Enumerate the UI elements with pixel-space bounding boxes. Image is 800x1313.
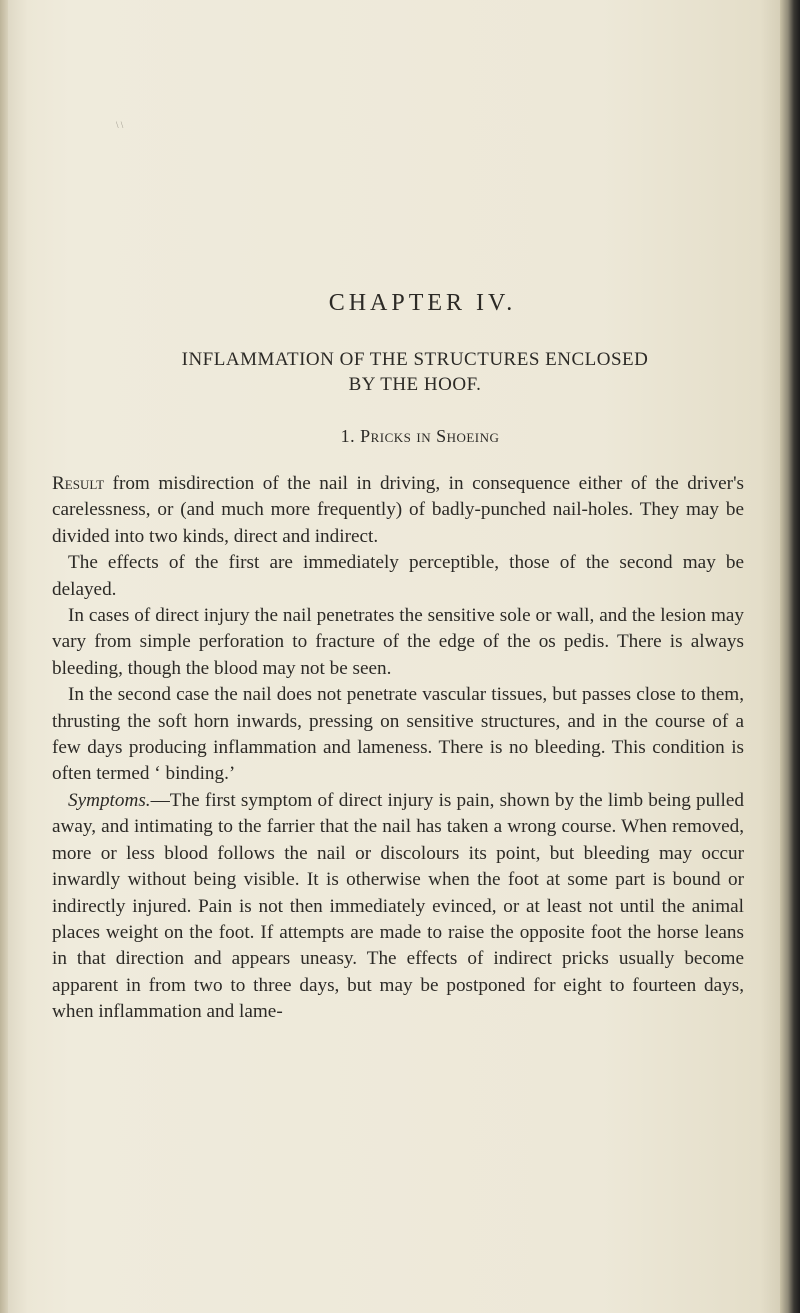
corner-marks: \ \ xyxy=(116,120,124,130)
paragraph-text: In cases of direct injury the nail penetrates the sensitive sole or wall, and the lesion may vary from simple perforation to fracture of the edge of the os pedis. There is always bleeding, though the blood may not be seen. xyxy=(52,605,744,679)
book-binding-shadow xyxy=(780,0,800,1313)
paragraph-3 xyxy=(52,603,744,682)
paragraph-5 xyxy=(52,788,744,1026)
paragraph-lead-word: Result xyxy=(52,473,105,494)
paragraph-2 xyxy=(52,550,744,603)
page-left-edge xyxy=(0,0,8,1313)
paragraph-1 xyxy=(52,471,744,550)
section-heading-line-1: INFLAMMATION OF THE STRUCTURES ENCLOSED xyxy=(181,349,649,370)
paragraph-4 xyxy=(52,682,744,788)
paragraph-text: The effects of the first are immediately perceptible, those of the second may be delayed. xyxy=(52,552,744,600)
section-heading xyxy=(0,347,800,397)
paragraph-text: from misdirection of the nail in driving, in consequence either of the driver's carelessness, or (and much more frequently) of badly-punched nail-holes. They may be divided into two kinds, direct and indirect. xyxy=(52,473,744,547)
paragraph-text: —The first symptom of direct injury is pain, shown by the limb being pulled away, and intimating to the farrier that the nail has taken a wrong course. When removed, more or less blood follows the nail or discolours its point, but bleeding may occur inwardly without being visible. It is otherwise when the foot at some part is bound or indirectly injured. Pain is not then immediately evinced, or at least not until the animal places weight on the foot. If attempts are made to raise the opposite foot the horse leans in that direction and appears uneasy. The effects of indirect pricks usually become apparent in from two to three days, but may be postponed for eight to fourteen days, when inflammation and lame- xyxy=(52,789,744,1023)
section-heading-line-2: BY THE HOOF. xyxy=(348,374,482,395)
paragraph-text: In the second case the nail does not penetrate vascular tissues, but passes close to them, thrusting the soft horn inwards, pressing on sensitive structures, and in the course of a few days producing inflammation and lameness. There is no bleeding. This condition is often termed ‘ binding.’ xyxy=(52,684,744,785)
symptoms-heading: Symptoms. xyxy=(68,789,151,811)
subsection-heading: 1. Pricks in Shoeing xyxy=(340,426,500,446)
chapter-title: CHAPTER IV. xyxy=(328,290,517,316)
body-text xyxy=(52,471,744,1026)
